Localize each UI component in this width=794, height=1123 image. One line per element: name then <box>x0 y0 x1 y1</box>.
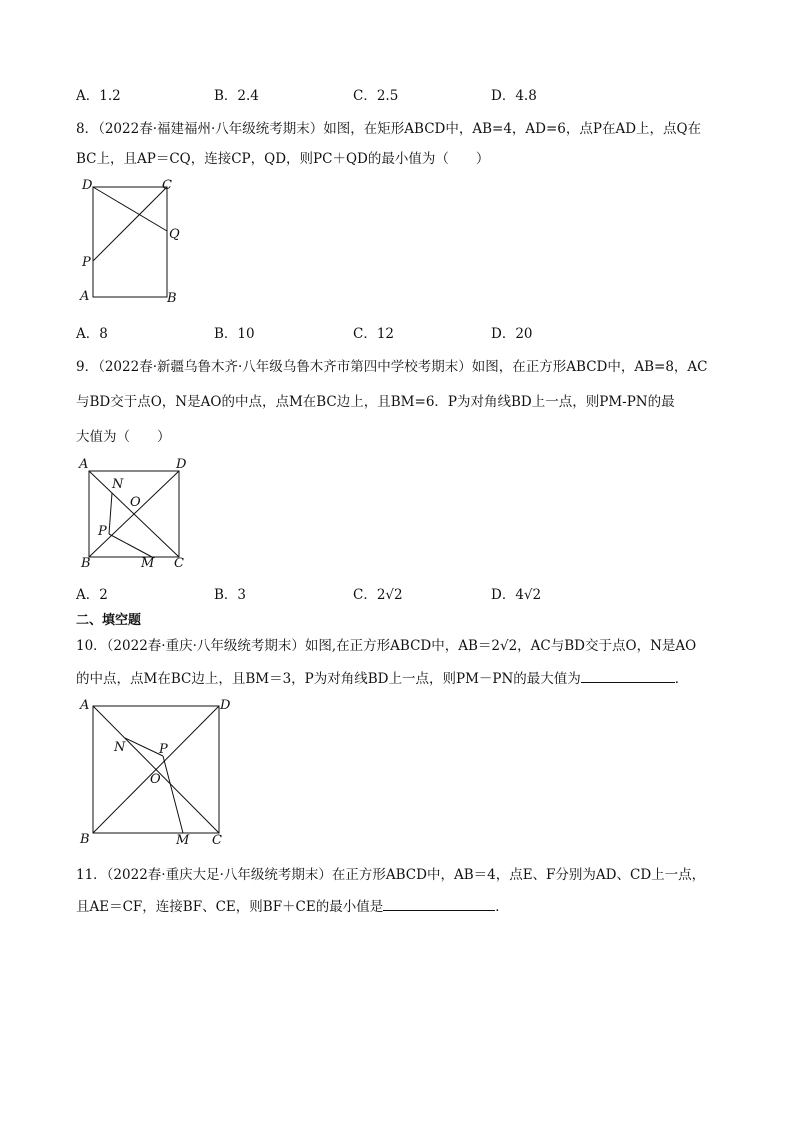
q11-stem-line1: 11．（2022春·重庆大足·八年级统考期末）在正方形ABCD中，AB＝4，点E、F分别为AD、CD上一点， <box>76 867 706 883</box>
q11-stem-line2 <box>76 895 509 915</box>
q8-stem-line1: 8．（2022春·福建福州·八年级统考期末）如图，在矩形ABCD中，AB=4，AD=6，点P在AD上，点Q在 <box>76 121 702 137</box>
q9-stem-line3: 大值为（ ） <box>76 429 171 445</box>
section-heading: 二、填空题 <box>76 613 142 628</box>
q8-option-b: B．10 <box>214 326 255 342</box>
q9-label-o: O <box>130 495 141 510</box>
q9-option-b: B．3 <box>214 587 247 603</box>
q10-stem-end: ． <box>674 671 689 687</box>
q9-segment-pm <box>109 534 152 557</box>
q9-option-c: C．2√2 <box>353 587 403 603</box>
q11-answer-blank[interactable] <box>383 896 495 911</box>
q8-label-a: A <box>80 289 90 304</box>
q10-stem-text: 的中点，点M在BC边上，且BM＝3，P为对角线BD上一点，则PM－PN的最大值为 <box>76 671 581 687</box>
q8-option-d: D．20 <box>491 326 533 342</box>
q9-stem-line1: 9．（2022春·新疆乌鲁木齐·八年级乌鲁木齐市第四中学校考期末）如图，在正方形ABCD中，AB=8，AC <box>76 359 708 375</box>
q9-stem-line2: 与BD交于点O，N是AO的中点，点M在BC边上，且BM=6．P为对角线BD上一点，则PM-PN的最 <box>76 394 675 410</box>
q8-figure <box>74 176 189 308</box>
q9-label-b: B <box>81 556 91 571</box>
q10-label-d: D <box>220 698 231 713</box>
q8-option-a: A．8 <box>76 326 108 342</box>
q9-label-n: N <box>112 477 124 492</box>
q9-label-a: A <box>79 457 89 472</box>
q7-option-d: D．4.8 <box>491 88 537 104</box>
q9-label-c: C <box>174 556 184 571</box>
q10-label-c: C <box>212 833 222 848</box>
q8-label-d: D <box>82 178 93 193</box>
q10-label-n: N <box>114 740 126 755</box>
q8-rectangle <box>93 187 167 297</box>
q10-segment-pn <box>125 738 163 756</box>
q8-label-b: B <box>167 291 177 306</box>
q9-option-d: D．4√2 <box>491 587 542 603</box>
q10-label-a: A <box>80 698 90 713</box>
q10-segment-pm <box>163 756 183 833</box>
q11-stem-end: ． <box>495 899 509 915</box>
q7-option-c: C．2.5 <box>353 88 399 104</box>
q9-figure <box>74 456 199 572</box>
q9-option-a: A．2 <box>76 587 108 603</box>
q10-label-b: B <box>80 832 90 847</box>
q10-label-m: M <box>176 833 190 848</box>
q8-label-c: C <box>162 178 172 193</box>
q10-answer-blank[interactable] <box>581 668 675 683</box>
q10-stem-line1: 10．（2022春·重庆·八年级统考期末）如图,在正方形ABCD中，AB＝2√2，AC与BD交于点O，N是AO <box>76 638 697 654</box>
q7-option-b: B．2.4 <box>214 88 259 104</box>
q10-label-o: O <box>150 772 161 787</box>
q9-segment-pn <box>109 493 112 534</box>
q8-label-q: Q <box>169 227 180 242</box>
q9-label-m: M <box>141 556 155 571</box>
q8-stem-line2: BC上，且AP＝CQ，连接CP，QD，则PC＋QD的最小值为（ ） <box>76 151 490 167</box>
q10-figure <box>74 693 244 853</box>
q11-stem-text: 且AE＝CF，连接BF、CE，则BF＋CE的最小值是 <box>76 899 384 915</box>
q9-label-p: P <box>98 524 107 539</box>
q10-stem-line2 <box>76 667 688 687</box>
q10-label-p: P <box>159 742 168 757</box>
q7-option-a: A．1.2 <box>76 88 121 104</box>
q9-label-d: D <box>176 457 187 472</box>
q8-option-c: C．12 <box>353 326 395 342</box>
q8-label-p: P <box>82 255 91 270</box>
